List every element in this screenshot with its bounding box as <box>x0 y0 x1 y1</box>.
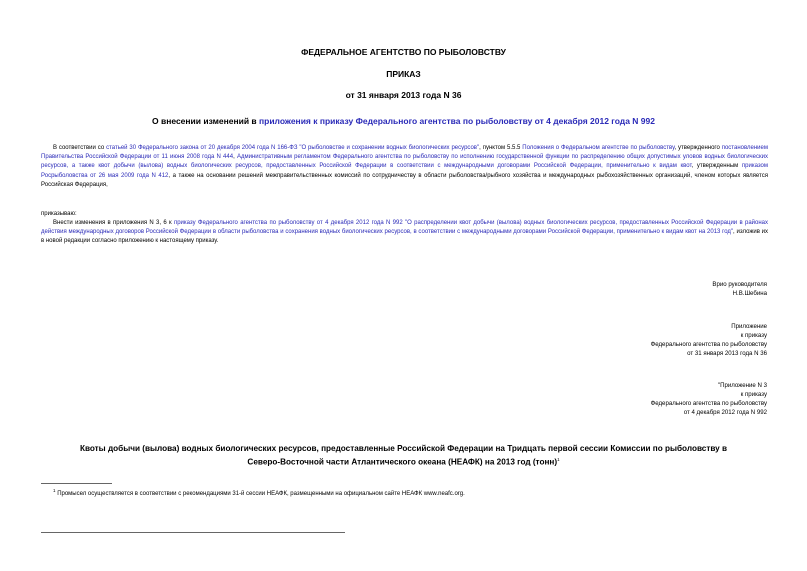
signature-position: Врио руководителя <box>712 281 767 288</box>
preamble-text: , утвержденным <box>691 163 742 170</box>
order-link[interactable]: приказом Росрыболовства от 26 мая 2009 года N 412 <box>41 163 768 179</box>
appendix-line: к приказу <box>740 332 767 339</box>
doc-date: от 31 января 2013 года N 36 <box>345 90 462 100</box>
page-divider <box>41 532 345 533</box>
footnote-divider <box>41 483 112 484</box>
quota-title <box>0 443 807 468</box>
appendix3-line: к приказу <box>740 391 767 398</box>
appendix3-block <box>500 381 767 417</box>
appendix3-line: "Приложение N 3 <box>717 382 767 389</box>
appendix-line: от 31 января 2013 года N 36 <box>687 350 767 357</box>
preamble-text: , утвержденного <box>674 145 722 151</box>
decree-link[interactable]: постановлением Правительства Российской Федерации от 11 июня 2008 года N 444 <box>41 145 768 161</box>
signature-block <box>500 280 767 298</box>
preamble-paragraph <box>41 144 768 190</box>
footnote <box>53 488 465 497</box>
preamble-text: , <box>233 154 237 161</box>
appendix-line: Приложение <box>731 323 767 330</box>
order-word: приказываю: <box>41 211 77 217</box>
appendix-line: Федерального агентства по рыболовству <box>650 341 767 348</box>
appendix3-line: Федерального агентства по рыболовству <box>650 400 767 407</box>
doc-type: ПРИКАЗ <box>386 69 421 79</box>
order-992-link[interactable]: приказу Федерального агентства по рыболовству от 4 декабря 2012 года N 992 "О распределении квот добычи (вылова) водных биологических ресурсов, предоставленных Российской Федерации в районах действия международных договоров Российской Федерации в области рыболовства и сохранения водных биологических ресурсов, в соответствии с международными договорами Российской Федерации, применительно к видам квот на 2013 год" <box>41 220 768 236</box>
quota-title-line: Квоты добычи (вылова) водных биологических ресурсов, предоставленные Российской Федерации на Тридцать первой сессии Комиссии по рыболовству в <box>79 444 728 453</box>
doc-subject <box>0 116 807 126</box>
subject-link[interactable]: приложения к приказу Федерального агентства по рыболовству от 4 декабря 2012 года N 992 <box>259 116 655 126</box>
preamble-text: , а также на основании решений межправительственных комиссий по сотрудничеству в области рыболовства/рыбного хозяйства и международных рыбохозяйственных организаций, членом которых является Российская Федерация, <box>41 172 768 188</box>
footnote-number: 1 <box>53 488 56 493</box>
signature-name: Н.В.Шебина <box>732 290 767 297</box>
law-link[interactable]: статьей 30 Федерального закона от 20 декабря 2004 года N 166-ФЗ "О рыболовстве и сохранении водных биологических ресурсов" <box>106 145 480 151</box>
subject-prefix: О внесении изменений в <box>152 116 259 126</box>
agency-name: ФЕДЕРАЛЬНОЕ АГЕНТСТВО ПО РЫБОЛОВСТВУ <box>301 47 506 57</box>
quota-title-line: Северо-Восточной части Атлантического океана (НЕАФК) на 2013 год (тонн) <box>247 457 558 467</box>
admin-regulation-link[interactable]: Административным регламентом Федерального агентства по рыболовству по исполнению государственной функции по распределению общих допустимых уловов водных биологических ресурсов, а также квот добычи (вылова) водных биологических ресурсов, предоставленных Российской Федерации в соответствии с международными договорами Российской Федерации, применительно к видам квот <box>41 154 768 170</box>
order-paragraph <box>41 219 768 247</box>
appendix-block <box>500 322 767 358</box>
appendix3-line: от 4 декабря 2012 года N 992 <box>683 409 767 416</box>
preamble-text: , пунктом 5.5.5 <box>479 145 523 151</box>
regulation-link[interactable]: Положения о Федеральном агентстве по рыболовству <box>522 145 675 151</box>
order-text: , изложив их в новой редакции согласно приложению к настоящему приказу. <box>41 229 768 245</box>
footnote-text: Промысел осуществляется в соответствии с рекомендациями 31-й сессии НЕАФК, размещенными на официальном сайте НЕАФК www.neafc.org. <box>57 491 465 497</box>
preamble-text: В соответствии со <box>53 145 107 151</box>
footnote-ref[interactable]: 1 <box>557 457 560 462</box>
order-text: Внести изменения в приложения N 3, 6 к <box>53 220 174 226</box>
